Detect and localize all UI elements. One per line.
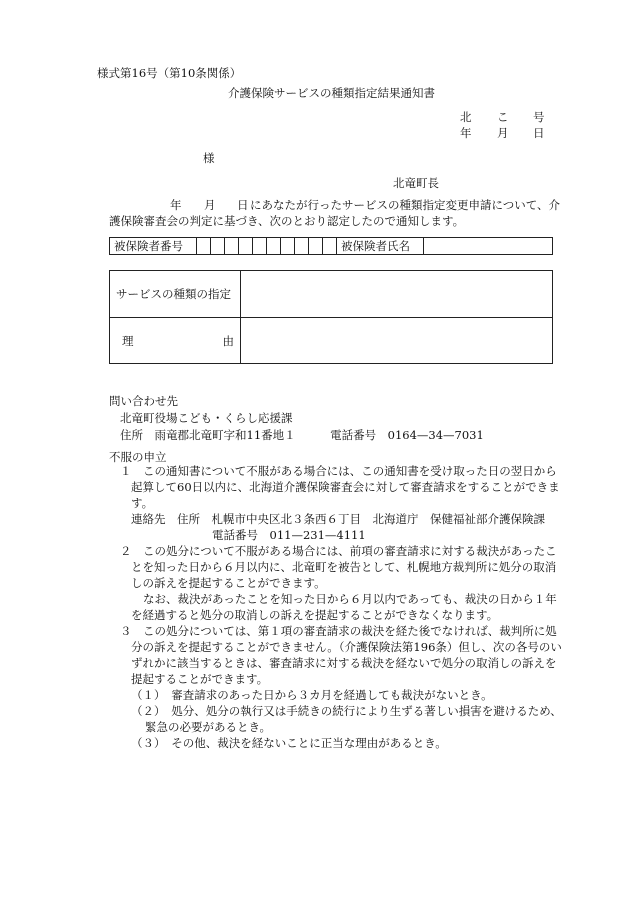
appeal-item-2-line: しの訴えを提起することができます。 bbox=[131, 576, 326, 590]
appeal-item-2-line: なお、裁決があったことを知った日から６月以内であっても、裁決の日から１年 bbox=[143, 592, 557, 606]
reason-label-left: 理 bbox=[122, 333, 134, 348]
appeal-item-2-line: とを知った日から６月以内に、北竜町を被告として、札幌地方裁判所に処分の取消 bbox=[131, 560, 557, 574]
insured-number-digit[interactable] bbox=[309, 238, 323, 255]
appeal-heading: 不服の申立 bbox=[109, 450, 167, 464]
appeal-item-1-line: す。 bbox=[131, 496, 154, 510]
contact-office: 北竜町役場こども・くらし応援課 bbox=[120, 411, 293, 425]
date-month: 月 bbox=[497, 126, 509, 140]
date-day: 日 bbox=[533, 126, 545, 140]
reason-label-right: 由 bbox=[222, 333, 234, 348]
intro-year: 年 bbox=[170, 198, 182, 212]
reason-field[interactable] bbox=[241, 318, 553, 364]
appeal-item-1-phone: 電話番号 011—231—4111 bbox=[212, 528, 366, 542]
appeal-item-1-line: １ この通知書について不服がある場合には、この通知書を受け取った日の翌日から bbox=[120, 464, 557, 478]
insured-number-digit[interactable] bbox=[323, 238, 337, 255]
appeal-sub-item: （３） その他、裁決を経ないことに正当な理由があるとき。 bbox=[131, 736, 447, 750]
doc-number-mid: こ bbox=[497, 110, 509, 124]
appeal-sub-item: （１） 審査請求のあった日から３カ月を経過しても裁決がないとき。 bbox=[131, 688, 493, 702]
insured-number-digit[interactable] bbox=[253, 238, 267, 255]
insured-info-table bbox=[109, 237, 553, 255]
appeal-item-3-line: 提起することができます。 bbox=[131, 672, 269, 686]
appeal-item-2-line: ２ この処分について不服がある場合には、前項の審査請求に対する裁決があったこ bbox=[120, 544, 557, 558]
insured-name-label: 被保険者氏名 bbox=[337, 238, 424, 255]
contact-address: 住所 雨竜郡北竜町字和11番地１ 電話番号 0164—34—7031 bbox=[120, 428, 484, 442]
doc-number-prefix: 北 bbox=[460, 110, 472, 124]
intro-line-1: にあなたが行ったサービスの種類指定変更申請について、介 bbox=[250, 198, 561, 212]
appeal-item-3-line: ３ この処分については、第１項の審査請求の裁決を経た後でなければ、裁判所に処 bbox=[120, 624, 557, 638]
appeal-item-3-line: ずれかに該当するときは、審査請求に対する裁決を経ないで処分の取消しの訴えを bbox=[131, 656, 557, 670]
insured-number-digit[interactable] bbox=[281, 238, 295, 255]
insured-number-digit[interactable] bbox=[295, 238, 309, 255]
insured-number-digit[interactable] bbox=[211, 238, 225, 255]
sender-name: 北竜町長 bbox=[393, 176, 439, 190]
appeal-item-1-line: 起算して60日以内に、北海道介護保険審査会に対して審査請求をすることができま bbox=[131, 480, 560, 494]
insured-number-digit[interactable] bbox=[267, 238, 281, 255]
service-type-label: サービスの種類の指定 bbox=[110, 271, 241, 318]
appeal-sub-item: （２） 処分、処分の執行又は手続きの続行により生ずる著しい損害を避けるため、 bbox=[131, 704, 562, 718]
doc-number-suffix: 号 bbox=[533, 110, 545, 124]
service-type-field[interactable] bbox=[241, 271, 553, 318]
document-title: 介護保険サービスの種類指定結果通知書 bbox=[228, 86, 435, 100]
insured-name-field[interactable] bbox=[424, 238, 553, 255]
appeal-item-3-line: 分の訴えを提起することができません。（介護保険法第196条）但し、次の各号のい bbox=[131, 640, 562, 654]
insured-number-digit[interactable] bbox=[197, 238, 211, 255]
insured-number-digit[interactable] bbox=[225, 238, 239, 255]
appeal-item-1-contact: 連絡先 住所 札幌市中央区北３条西６丁目 北海道庁 保健福祉部介護保険課 bbox=[131, 512, 545, 526]
form-number: 様式第16号（第10条関係） bbox=[97, 66, 242, 80]
contact-heading: 問い合わせ先 bbox=[109, 394, 178, 408]
appeal-item-2-line: を経過すると処分の取消しの訴えを提起することができなくなります。 bbox=[131, 608, 499, 622]
insured-number-digit[interactable] bbox=[239, 238, 253, 255]
intro-line-2: 護保険審査会の判定に基づき、次のとおり認定したので通知します。 bbox=[109, 214, 465, 228]
intro-month: 月 bbox=[204, 198, 216, 212]
insured-number-label: 被保険者番号 bbox=[110, 238, 197, 255]
recipient-honorific: 様 bbox=[203, 151, 215, 165]
intro-day: 日 bbox=[237, 198, 249, 212]
designation-table bbox=[109, 270, 553, 364]
date-year: 年 bbox=[460, 126, 472, 140]
reason-label bbox=[110, 318, 241, 364]
appeal-sub-item: 緊急の必要があるとき。 bbox=[145, 720, 272, 734]
